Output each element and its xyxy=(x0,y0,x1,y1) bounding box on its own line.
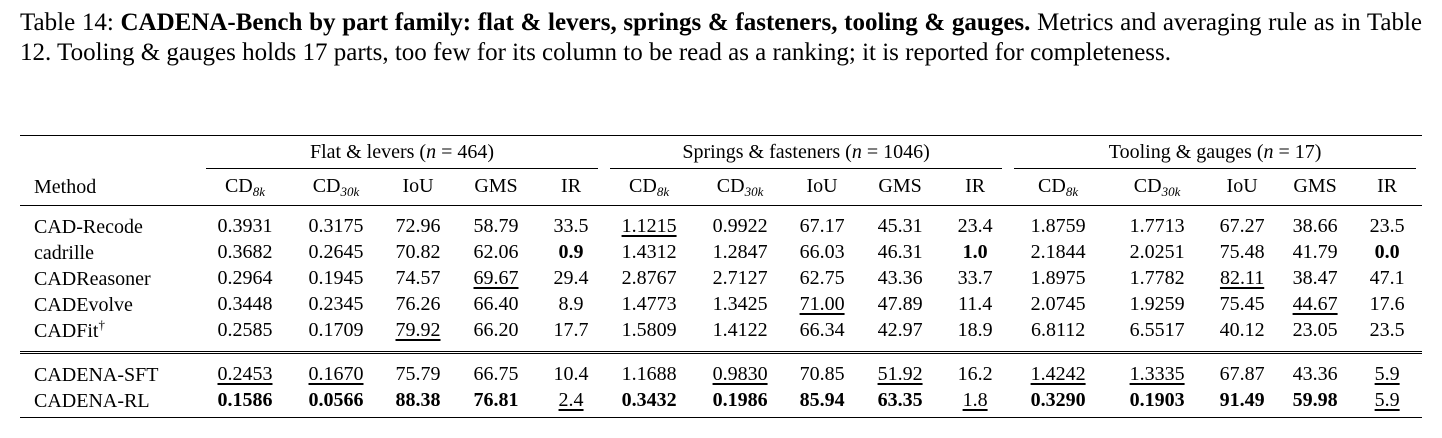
metric-header-cell: IR xyxy=(1377,174,1398,197)
metric-value-cell: 47.89 xyxy=(877,292,923,315)
group-header-tooling-gauges: Tooling & gauges (n = 17) xyxy=(1008,136,1422,169)
metric-value-cell: 82.11 xyxy=(1219,266,1265,289)
metric-header-cell: $CD_{8k}$ xyxy=(224,174,266,199)
metric-value-cell: 59.98 xyxy=(1292,388,1338,411)
metric-value-cell: 1.8975 xyxy=(1030,266,1086,289)
metric-value-cell: 17.7 xyxy=(553,318,589,341)
metric-value-cell: 1.5809 xyxy=(621,318,677,341)
metric-header-cell: IoU xyxy=(1226,174,1258,197)
table-row xyxy=(20,291,1422,317)
metric-value-cell: 18.9 xyxy=(957,318,993,341)
metric-value-cell: 71.00 xyxy=(799,292,845,315)
group-header-row xyxy=(20,136,1422,169)
metric-value-cell: 0.2585 xyxy=(217,318,273,341)
method-name-cell: CADEvolve xyxy=(34,294,133,316)
metric-value-cell: 66.20 xyxy=(473,318,519,341)
metric-value-cell: 72.96 xyxy=(395,214,441,237)
metric-value-cell: 2.1844 xyxy=(1030,240,1086,263)
metric-value-cell: 1.4242 xyxy=(1030,362,1086,385)
metric-value-cell: 23.5 xyxy=(1369,318,1405,341)
metric-header-cell: $CD_{30k}$ xyxy=(1133,174,1181,199)
metric-value-cell: 0.3432 xyxy=(621,388,677,411)
metric-value-cell: 0.9922 xyxy=(712,214,768,237)
metric-value-cell: 6.5517 xyxy=(1129,318,1185,341)
metric-value-cell: 38.66 xyxy=(1292,214,1338,237)
metric-header-cell: IoU xyxy=(806,174,838,197)
metric-value-cell: 1.2847 xyxy=(712,240,768,263)
metric-value-cell: 62.06 xyxy=(473,240,519,263)
metric-value-cell: 23.4 xyxy=(957,214,993,237)
metric-value-cell: 11.4 xyxy=(957,292,993,315)
metric-header-row xyxy=(20,169,1422,206)
metric-value-cell: 75.79 xyxy=(395,362,441,385)
metric-value-cell: 43.36 xyxy=(877,266,923,289)
metric-value-cell: 42.97 xyxy=(877,318,923,341)
table-row xyxy=(20,239,1422,265)
metric-value-cell: 69.67 xyxy=(473,266,519,289)
metric-value-cell: 23.05 xyxy=(1292,318,1338,341)
metric-value-cell: 76.81 xyxy=(473,388,519,411)
metric-value-cell: 1.3335 xyxy=(1129,362,1185,385)
metric-value-cell: 1.8 xyxy=(962,388,988,411)
metric-value-cell: 1.4773 xyxy=(621,292,677,315)
metric-value-cell: 51.92 xyxy=(877,362,923,385)
caption-label: Table 14: xyxy=(20,9,114,36)
metric-header-cell: $CD_{30k}$ xyxy=(312,174,360,199)
metric-header-cell: $CD_{30k}$ xyxy=(716,174,764,199)
metric-value-cell: 44.67 xyxy=(1292,292,1338,315)
metric-value-cell: 33.5 xyxy=(553,214,589,237)
metric-value-cell: 0.1903 xyxy=(1129,388,1185,411)
metric-value-cell: 62.75 xyxy=(799,266,845,289)
metric-value-cell: 2.7127 xyxy=(712,266,768,289)
metric-value-cell: 38.47 xyxy=(1292,266,1338,289)
metric-value-cell: 47.1 xyxy=(1369,266,1405,289)
metric-value-cell: 46.31 xyxy=(877,240,923,263)
method-header: Method xyxy=(34,175,97,198)
metric-value-cell: 0.3175 xyxy=(308,214,364,237)
method-name-cell: CADFit† xyxy=(34,317,105,342)
table-row xyxy=(20,353,1422,388)
metric-value-cell: 79.92 xyxy=(395,318,441,341)
metric-value-cell: 0.2453 xyxy=(217,362,273,385)
metric-value-cell: 1.0 xyxy=(962,240,988,263)
metric-value-cell: 1.3425 xyxy=(712,292,768,315)
metric-value-cell: 0.9 xyxy=(558,240,584,263)
method-name-cell: CAD-Recode xyxy=(34,216,143,238)
metric-value-cell: 0.1709 xyxy=(308,318,364,341)
metric-value-cell: 67.87 xyxy=(1219,362,1265,385)
group-header-springs-fasteners: Springs & fasteners (n = 1046) xyxy=(604,136,1008,169)
group-header-empty xyxy=(20,136,200,169)
metric-value-cell: 6.8112 xyxy=(1030,318,1086,341)
metric-value-cell: 66.75 xyxy=(473,362,519,385)
metric-value-cell: 1.1688 xyxy=(621,362,677,385)
metric-value-cell: 67.17 xyxy=(799,214,845,237)
metric-value-cell: 2.8767 xyxy=(621,266,677,289)
metric-value-cell: 66.03 xyxy=(799,240,845,263)
metric-header-cell: $CD_{8k}$ xyxy=(1038,174,1079,199)
metric-value-cell: 0.2964 xyxy=(217,266,273,289)
metric-value-cell: 0.1986 xyxy=(712,388,768,411)
metric-value-cell: 0.3931 xyxy=(217,214,273,237)
table-row xyxy=(20,265,1422,291)
metric-value-cell: 67.27 xyxy=(1219,214,1265,237)
metric-value-cell: 0.0566 xyxy=(308,388,364,411)
metric-value-cell: 91.49 xyxy=(1219,388,1265,411)
metric-value-cell: 1.7782 xyxy=(1129,266,1185,289)
metric-value-cell: 0.1670 xyxy=(308,362,364,385)
results-table xyxy=(20,136,1422,418)
table-row xyxy=(20,317,1422,353)
metric-value-cell: 2.4 xyxy=(558,388,584,411)
metric-value-cell: 41.79 xyxy=(1292,240,1338,263)
metric-value-cell: 0.9830 xyxy=(712,362,768,385)
metric-header-cell: GMS xyxy=(474,174,518,197)
metric-value-cell: 0.3290 xyxy=(1030,388,1086,411)
metric-value-cell: 1.7713 xyxy=(1129,214,1185,237)
metric-value-cell: 1.1215 xyxy=(621,214,677,237)
method-name-cell: CADReasoner xyxy=(34,268,151,290)
metric-value-cell: 1.9259 xyxy=(1129,292,1185,315)
metric-value-cell: 70.82 xyxy=(395,240,441,263)
group-header-flat-levers: Flat & levers (n = 464) xyxy=(200,136,604,169)
table-row xyxy=(20,387,1422,418)
metric-value-cell: 1.8759 xyxy=(1030,214,1086,237)
metric-value-cell: 45.31 xyxy=(877,214,923,237)
metric-value-cell: 1.4312 xyxy=(621,240,677,263)
table-row xyxy=(20,206,1422,240)
metric-header-cell: GMS xyxy=(878,174,922,197)
metric-value-cell: 29.4 xyxy=(553,266,589,289)
cadena-rows xyxy=(20,353,1422,418)
metric-value-cell: 8.9 xyxy=(558,292,584,315)
metric-value-cell: 70.85 xyxy=(799,362,845,385)
metric-value-cell: 0.1586 xyxy=(217,388,273,411)
metric-value-cell: 63.35 xyxy=(877,388,923,411)
metric-value-cell: 0.3448 xyxy=(217,292,273,315)
baseline-rows xyxy=(20,206,1422,353)
metric-value-cell: 40.12 xyxy=(1219,318,1265,341)
metric-value-cell: 16.2 xyxy=(957,362,993,385)
metric-value-cell: 10.4 xyxy=(553,362,589,385)
metric-value-cell: 0.0 xyxy=(1374,240,1400,263)
results-table-wrapper xyxy=(20,135,1422,418)
metric-value-cell: 43.36 xyxy=(1292,362,1338,385)
metric-value-cell: 66.40 xyxy=(473,292,519,315)
metric-value-cell: 5.9 xyxy=(1374,362,1400,385)
metric-value-cell: 66.34 xyxy=(799,318,845,341)
metric-value-cell: 85.94 xyxy=(799,388,845,411)
metric-header-cell: IR xyxy=(965,174,986,197)
metric-value-cell: 0.1945 xyxy=(308,266,364,289)
metric-value-cell: 75.48 xyxy=(1219,240,1265,263)
metric-value-cell: 1.4122 xyxy=(712,318,768,341)
metric-value-cell: 0.2345 xyxy=(308,292,364,315)
method-name-cell: CADENA-SFT xyxy=(34,364,159,386)
metric-value-cell: 0.2645 xyxy=(308,240,364,263)
metric-value-cell: 5.9 xyxy=(1374,388,1400,411)
metric-header-cell: $CD_{8k}$ xyxy=(629,174,670,199)
caption-bold-title: CADENA-Bench by part family: flat & levers, springs & fasteners, tooling & gauges. xyxy=(120,9,1031,36)
caption-body: Metrics and averaging rule as in Table 12. Tooling & gauges holds 17 parts, too few for its column to be read as a ranking; it is reported for completeness. xyxy=(20,9,1423,66)
metric-value-cell: 58.79 xyxy=(473,214,519,237)
metric-header-cell: IoU xyxy=(402,174,434,197)
metric-value-cell: 74.57 xyxy=(395,266,441,289)
metric-header-cell: GMS xyxy=(1293,174,1337,197)
metric-value-cell: 23.5 xyxy=(1369,214,1405,237)
metric-value-cell: 0.3682 xyxy=(217,240,273,263)
metric-value-cell: 75.45 xyxy=(1219,292,1265,315)
metric-header-cell: IR xyxy=(561,174,582,197)
method-name-cell: cadrille xyxy=(34,242,94,264)
table-caption xyxy=(20,8,1422,68)
metric-value-cell: 76.26 xyxy=(395,292,441,315)
metric-value-cell: 2.0745 xyxy=(1030,292,1086,315)
metric-value-cell: 33.7 xyxy=(957,266,993,289)
metric-value-cell: 2.0251 xyxy=(1129,240,1185,263)
method-name-cell: CADENA-RL xyxy=(34,390,150,412)
metric-value-cell: 17.6 xyxy=(1369,292,1405,315)
metric-value-cell: 88.38 xyxy=(395,388,441,411)
